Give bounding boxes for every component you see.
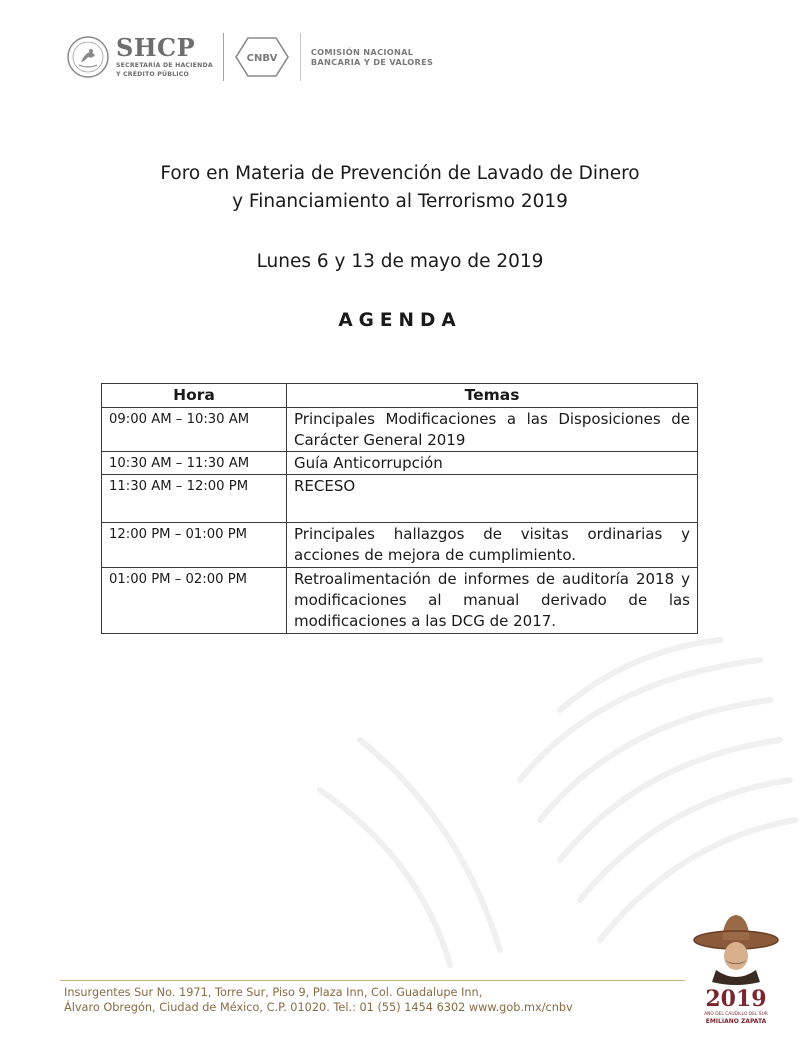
topic-cell: Retroalimentación de informes de auditoría 2018 y modificaciones al manual derivado de las modificaciones a las DCG de 2017. bbox=[287, 568, 698, 634]
column-header-temas: Temas bbox=[287, 384, 698, 408]
time-cell: 10:30 AM – 11:30 AM bbox=[102, 452, 287, 475]
shcp-logo bbox=[116, 32, 213, 79]
title-line-1: Foro en Materia de Prevención de Lavado de Dinero bbox=[160, 163, 640, 184]
topic-cell: RECESO bbox=[287, 475, 698, 523]
time-cell: 11:30 AM – 12:00 PM bbox=[102, 475, 287, 523]
footer-divider bbox=[60, 980, 685, 981]
table-row bbox=[102, 568, 698, 634]
zapata-caption-2: EMILIANO ZAPATA bbox=[705, 1018, 767, 1025]
topic-cell: Guía Anticorrupción bbox=[287, 452, 698, 475]
cnbv-name-line-1: COMISIÓN NACIONAL bbox=[310, 46, 414, 57]
cnbv-name-line-2: BANCARIA Y DE VALORES bbox=[310, 57, 434, 67]
shcp-subtitle-1: SECRETARÍA DE HACIENDA bbox=[116, 61, 213, 69]
cnbv-hexagon-logo-icon bbox=[234, 35, 290, 79]
agenda-table bbox=[101, 383, 698, 634]
column-header-hora: Hora bbox=[102, 384, 287, 408]
cnbv-name bbox=[311, 47, 433, 68]
cnbv-abbr: CNBV bbox=[246, 53, 278, 64]
time-cell: 01:00 PM – 02:00 PM bbox=[102, 568, 287, 634]
letterhead bbox=[66, 30, 433, 84]
shcp-title: SHCP bbox=[116, 32, 196, 62]
header-divider-2 bbox=[300, 33, 301, 81]
agenda-heading: AGENDA bbox=[338, 310, 462, 331]
zapata-year: 2019 bbox=[705, 986, 767, 1012]
table-header-row bbox=[102, 384, 698, 408]
table-row bbox=[102, 523, 698, 568]
topic-cell: Principales hallazgos de visitas ordinarias y acciones de mejora de cumplimiento. bbox=[287, 523, 698, 568]
zapata-caption-1: AÑO DEL CAUDILLO DEL SUR bbox=[704, 1012, 768, 1017]
table-row bbox=[102, 408, 698, 452]
footer-address-line-1: Insurgentes Sur No. 1971, Torre Sur, Piso 9, Plaza Inn, Col. Guadalupe Inn, bbox=[64, 986, 483, 999]
footer-address-line-2: Álvaro Obregón, Ciudad de México, C.P. 01020. Tel.: 01 (55) 1454 6302 www.gob.mx/cnbv bbox=[64, 1000, 573, 1014]
table-row bbox=[102, 452, 698, 475]
zapata-2019-logo bbox=[686, 910, 786, 1030]
shcp-subtitle-2: Y CRÉDITO PÚBLICO bbox=[116, 71, 189, 78]
time-cell: 12:00 PM – 01:00 PM bbox=[102, 523, 287, 568]
time-cell: 09:00 AM – 10:30 AM bbox=[102, 408, 287, 452]
title-line-2: y Financiamiento al Terrorismo 2019 bbox=[232, 191, 568, 212]
table-row bbox=[102, 475, 698, 523]
footer-address bbox=[64, 986, 573, 1015]
header-divider bbox=[223, 33, 224, 81]
topic-cell: Principales Modificaciones a las Disposiciones de Carácter General 2019 bbox=[287, 408, 698, 452]
event-date: Lunes 6 y 13 de mayo de 2019 bbox=[256, 251, 544, 272]
mexico-coat-of-arms-icon bbox=[66, 35, 110, 79]
document-title bbox=[0, 160, 800, 216]
